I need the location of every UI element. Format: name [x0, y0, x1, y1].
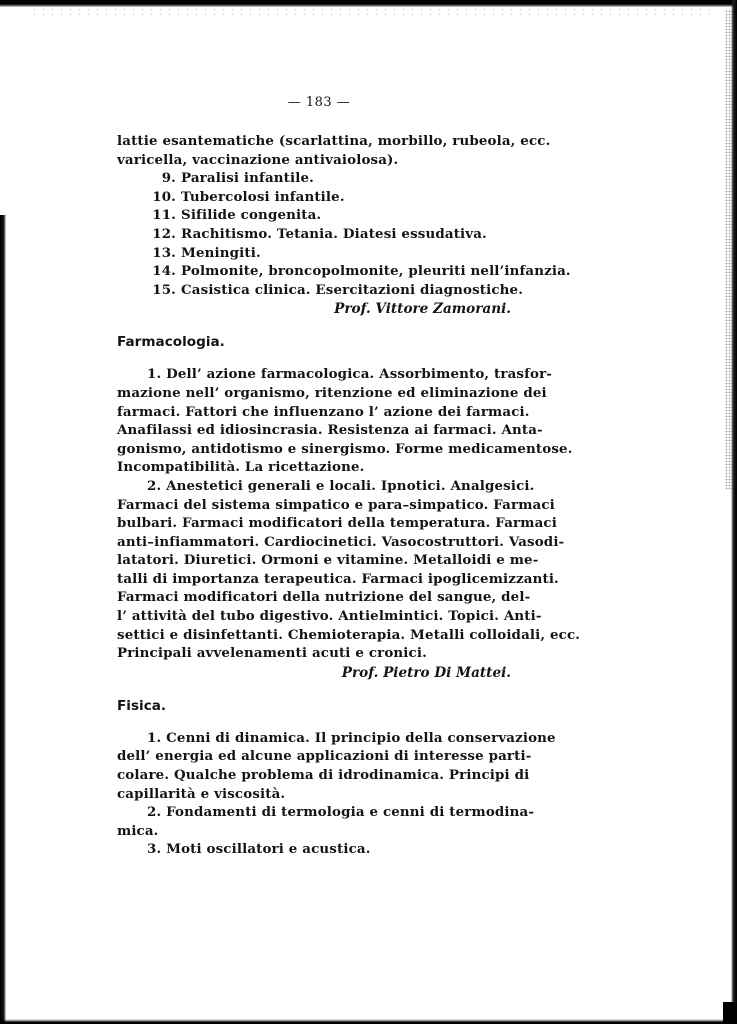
- text-line: gonismo, antidotismo e sinergismo. Forme medicamentose.: [117, 440, 573, 457]
- list-item: 14. Polmonite, broncopolmonite, pleuriti nell’infanzia.: [152, 263, 571, 280]
- paragraph: [117, 477, 581, 663]
- text-line: lattie esantematiche (scarlattina, morbillo, rubeola, ecc.: [117, 133, 551, 149]
- scan-border-top: [0, 0, 737, 7]
- list-item: 13. Meningiti.: [152, 244, 261, 261]
- section-heading: Farmacologia.: [117, 334, 225, 351]
- book-page: [117, 95, 581, 859]
- paragraph: [117, 729, 556, 803]
- text-line: Anafilassi ed idiosincrasia. Resistenza ai farmaci. Anta-: [117, 422, 543, 439]
- scan-border-bottom: [0, 1019, 737, 1024]
- author-signature: Prof. Vittore Zamorani.: [334, 301, 511, 318]
- text-line: settici e disinfettanti. Chemioterapia. Metalli colloidali, ecc.: [117, 626, 581, 643]
- section-heading: Fisica.: [117, 697, 167, 714]
- text-line: 1. Dell’ azione farmacologica. Assorbimento, trasfor-: [147, 366, 553, 383]
- text-line: Farmaci del sistema simpatico e para–simpatico. Farmaci: [117, 496, 555, 513]
- section-farmacologia: [117, 333, 581, 683]
- text-line: mica.: [117, 822, 159, 839]
- text-line: dell’ energia ed alcune applicazioni di interesse parti-: [117, 748, 532, 765]
- text-line: varicella, vaccinazione antivaiolosa).: [117, 151, 399, 168]
- list-item: 10. Tubercolosi infantile.: [152, 188, 345, 205]
- paragraph: [117, 840, 511, 859]
- page-number: — 183 —: [287, 95, 351, 110]
- scan-corner: [723, 1002, 737, 1024]
- scan-border-left: [0, 215, 6, 1024]
- text-line: 2. Anestetici generali e locali. Ipnotici. Analgesici.: [147, 477, 535, 494]
- text-line: anti–infiammatori. Cardiocinetici. Vasocostruttori. Vasodi-: [117, 533, 565, 550]
- text-line: 2. Fondamenti di termologia e cenni di termodina-: [147, 804, 535, 821]
- text-line: 3. Moti oscillatori e acustica.: [147, 841, 371, 858]
- text-line: l’ attività del tubo digestivo. Antielmintici. Topici. Anti-: [117, 608, 542, 625]
- text-line: Farmaci modificatori della nutrizione del sangue, del-: [117, 589, 531, 606]
- author-signature: Prof. Pietro Di Mattei.: [341, 664, 511, 681]
- text-line: bulbari. Farmaci modificatori della temperatura. Farmaci: [117, 515, 557, 532]
- paragraph: [117, 803, 535, 840]
- pediatrics-topic-list: [117, 169, 571, 299]
- text-line: talli di importanza terapeutica. Farmaci ipoglicemizzanti.: [117, 570, 559, 587]
- scan-noise: [30, 7, 710, 15]
- list-item: 11. Sifilide congenita.: [152, 207, 322, 224]
- text-line: capillarità e viscosità.: [117, 785, 286, 802]
- text-line: farmaci. Fattori che influenzano l’ azione dei farmaci.: [117, 403, 530, 420]
- paragraph: [117, 365, 573, 477]
- text-line: mazione nell’ organismo, ritenzione ed eliminazione dei: [117, 384, 547, 401]
- section-fisica: [117, 697, 556, 859]
- text-line: colare. Qualche problema di idrodinamica. Principi di: [117, 767, 530, 784]
- text-line: latatori. Diuretici. Ormoni e vitamine. Metalloidi e me-: [117, 552, 539, 569]
- list-item: 15. Casistica clinica. Esercitazioni diagnostiche.: [152, 281, 524, 298]
- list-item: 12. Rachitismo. Tetania. Diatesi essudativa.: [152, 225, 487, 242]
- scan-noise: [725, 10, 733, 490]
- text-line: Incompatibilità. La ricettazione.: [117, 459, 365, 476]
- list-item: 9. Paralisi infantile.: [161, 170, 314, 187]
- continued-paragraph: [117, 132, 551, 169]
- text-line: 1. Cenni di dinamica. Il principio della conservazione: [147, 729, 556, 746]
- text-line: Principali avvelenamenti acuti e cronici.: [117, 645, 427, 662]
